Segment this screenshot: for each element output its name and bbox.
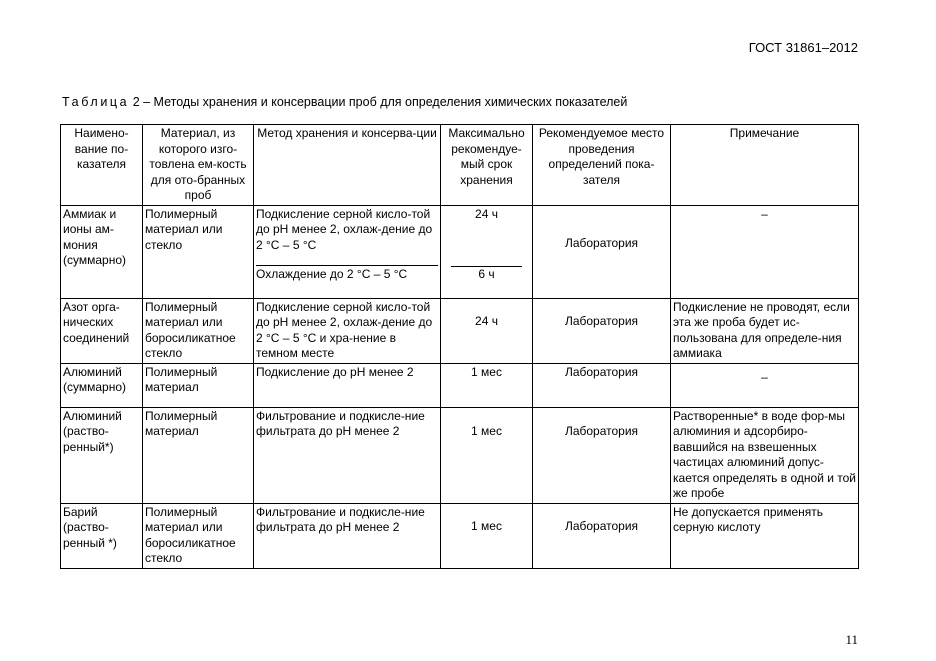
- cell-method: [254, 205, 441, 298]
- cell-place: Лаборатория: [533, 205, 671, 298]
- cell-term-a: 24 ч: [475, 206, 498, 221]
- cell-method: Фильтрование и подкисле-ние фильтрата до pH менее 2: [254, 407, 441, 503]
- cell-term: 1 мес: [441, 363, 533, 407]
- header-note: Примечание: [671, 125, 859, 206]
- table-row: [61, 298, 859, 363]
- cell-method-a: Подкисление серной кисло-той до pH менее 2, охлаж-дение до 2 °C – 5 °C: [256, 206, 433, 252]
- storage-methods-table: [60, 124, 859, 569]
- cell-name: Барий (раство-ренный *): [61, 503, 143, 568]
- cell-place: Лаборатория: [533, 363, 671, 407]
- caption-text: – Методы хранения и консервации проб для определения химических показателей: [139, 95, 628, 109]
- cell-note: –: [671, 205, 859, 298]
- cell-place: Лаборатория: [533, 503, 671, 568]
- table-row: [61, 205, 859, 298]
- cell-method: Подкисление серной кисло-той до pH менее 2, охлаж-дение до 2 °C – 5 °C и хра-нение в темном месте: [254, 298, 441, 363]
- cell-term: 24 ч: [441, 298, 533, 363]
- cell-material: Полимерный материал или боросиликатное стекло: [143, 298, 254, 363]
- table-row: [61, 363, 859, 407]
- header-place: Рекомендуемое место проведения определений пока-зателя: [533, 125, 671, 206]
- cell-method-b: Охлаждение до 2 °C – 5 °C: [256, 265, 438, 283]
- cell-method: Фильтрование и подкисле-ние фильтрата до pH менее 2: [254, 503, 441, 568]
- cell-note: Подкисление не проводят, если эта же проба будет ис-пользована для определе-ния аммиака: [671, 298, 859, 363]
- cell-material: Полимерный материал: [143, 363, 254, 407]
- document-code: ГОСТ 31861–2012: [748, 40, 858, 55]
- cell-term: [441, 205, 533, 298]
- header-indicator: Наимено-вание по-казателя: [61, 125, 143, 206]
- page-number: 11: [845, 632, 858, 647]
- cell-place: Лаборатория: [533, 407, 671, 503]
- caption-number: 2: [132, 95, 140, 109]
- cell-name: Азот орга-нических соединений: [61, 298, 143, 363]
- table-caption: [62, 95, 627, 109]
- cell-place: Лаборатория: [533, 298, 671, 363]
- header-material: Материал, из которого изго-товлена ем-кость для ото-бранных проб: [143, 125, 254, 206]
- header-method: Метод хранения и консерва-ции: [254, 125, 441, 206]
- cell-name: Алюминий (суммарно): [61, 363, 143, 407]
- cell-material: Полимерный материал или стекло: [143, 205, 254, 298]
- cell-note: Не допускается применять серную кислоту: [671, 503, 859, 568]
- table-header-row: [61, 125, 859, 206]
- caption-label: Таблица: [62, 95, 130, 109]
- cell-term: 1 мес: [441, 503, 533, 568]
- cell-name: Алюминий (раство-ренный*): [61, 407, 143, 503]
- cell-note: –: [671, 363, 859, 407]
- table-row: [61, 503, 859, 568]
- cell-name: Аммиак и ионы ам-мония (суммарно): [61, 205, 143, 298]
- header-term: Максимально рекомендуе-мый срок хранения: [441, 125, 533, 206]
- cell-note: Растворенные* в воде фор-мы алюминия и адсорбиро-вавшийся на взвешенных частицах алюминий допус-кается определять в одной и той же пробе: [671, 407, 859, 503]
- cell-method: Подкисление до pH менее 2: [254, 363, 441, 407]
- cell-material: Полимерный материал: [143, 407, 254, 503]
- cell-material: Полимерный материал или боросиликатное стекло: [143, 503, 254, 568]
- table-row: [61, 407, 859, 503]
- cell-term-b: 6 ч: [478, 267, 495, 281]
- cell-term: 1 мес: [441, 407, 533, 503]
